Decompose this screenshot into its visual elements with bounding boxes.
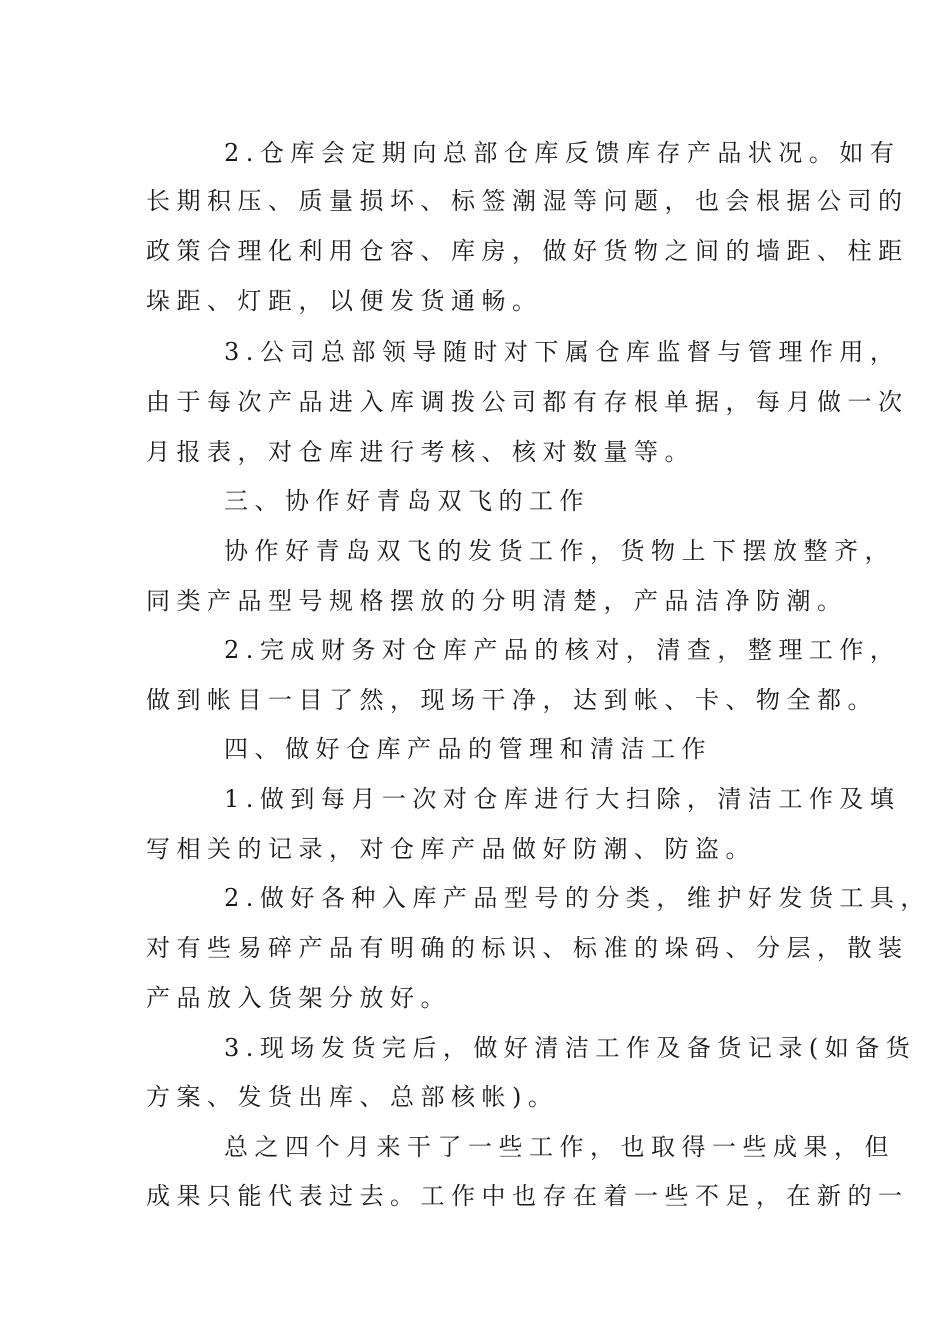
- section-heading: 四、做好仓库产品的管理和清洁工作: [224, 735, 712, 763]
- paragraph-line: 3.现场发货完后，做好清洁工作及备货记录(如备货: [224, 1034, 917, 1062]
- paragraph-line: 政策合理化利用仓容、库房，做好货物之间的墙距、柱距: [146, 237, 909, 265]
- paragraph-line: 方案、发货出库、总部核帐)。: [146, 1083, 559, 1111]
- paragraph-line: 成果只能代表过去。工作中也存在着一些不足，在新的一: [146, 1182, 909, 1210]
- paragraph-line: 3.公司总部领导随时对下属仓库监督与管理作用，: [224, 338, 901, 366]
- paragraph-line: 产品放入货架分放好。: [146, 984, 451, 1012]
- paragraph-line: 2.做好各种入库产品型号的分类，维护好发货工具，: [224, 884, 931, 912]
- paragraph-line: 写相关的记录，对仓库产品做好防潮、防盗。: [146, 835, 756, 863]
- paragraph-line: 2.仓库会定期向总部仓库反馈库存产品状况。如有: [224, 139, 901, 167]
- paragraph-line: 由于每次产品进入库调拨公司都有存根单据，每月做一次: [146, 388, 909, 416]
- paragraph-line: 月报表，对仓库进行考核、核对数量等。: [146, 438, 695, 466]
- paragraph-line: 长期积压、质量损坏、标签潮湿等问题，也会根据公司的: [146, 187, 909, 215]
- paragraph-line: 1.做到每月一次对仓库进行大扫除，清洁工作及填: [224, 785, 901, 813]
- paragraph-line: 2.完成财务对仓库产品的核对，清查，整理工作，: [224, 636, 901, 664]
- paragraph-line: 协作好青岛双飞的发货工作，货物上下摆放整齐，: [224, 537, 895, 565]
- section-heading: 三、协作好青岛双飞的工作: [224, 487, 590, 515]
- paragraph-line: 总之四个月来干了一些工作，也取得一些成果，但: [224, 1133, 895, 1161]
- paragraph-line: 对有些易碎产品有明确的标识、标准的垛码、分层，散装: [146, 934, 909, 962]
- paragraph-line: 垛距、灯距，以便发货通畅。: [146, 287, 543, 315]
- paragraph-line: 做到帐目一目了然，现场干净，达到帐、卡、物全都。: [146, 686, 878, 714]
- paragraph-line: 同类产品型号规格摆放的分明清楚，产品洁净防潮。: [146, 587, 848, 615]
